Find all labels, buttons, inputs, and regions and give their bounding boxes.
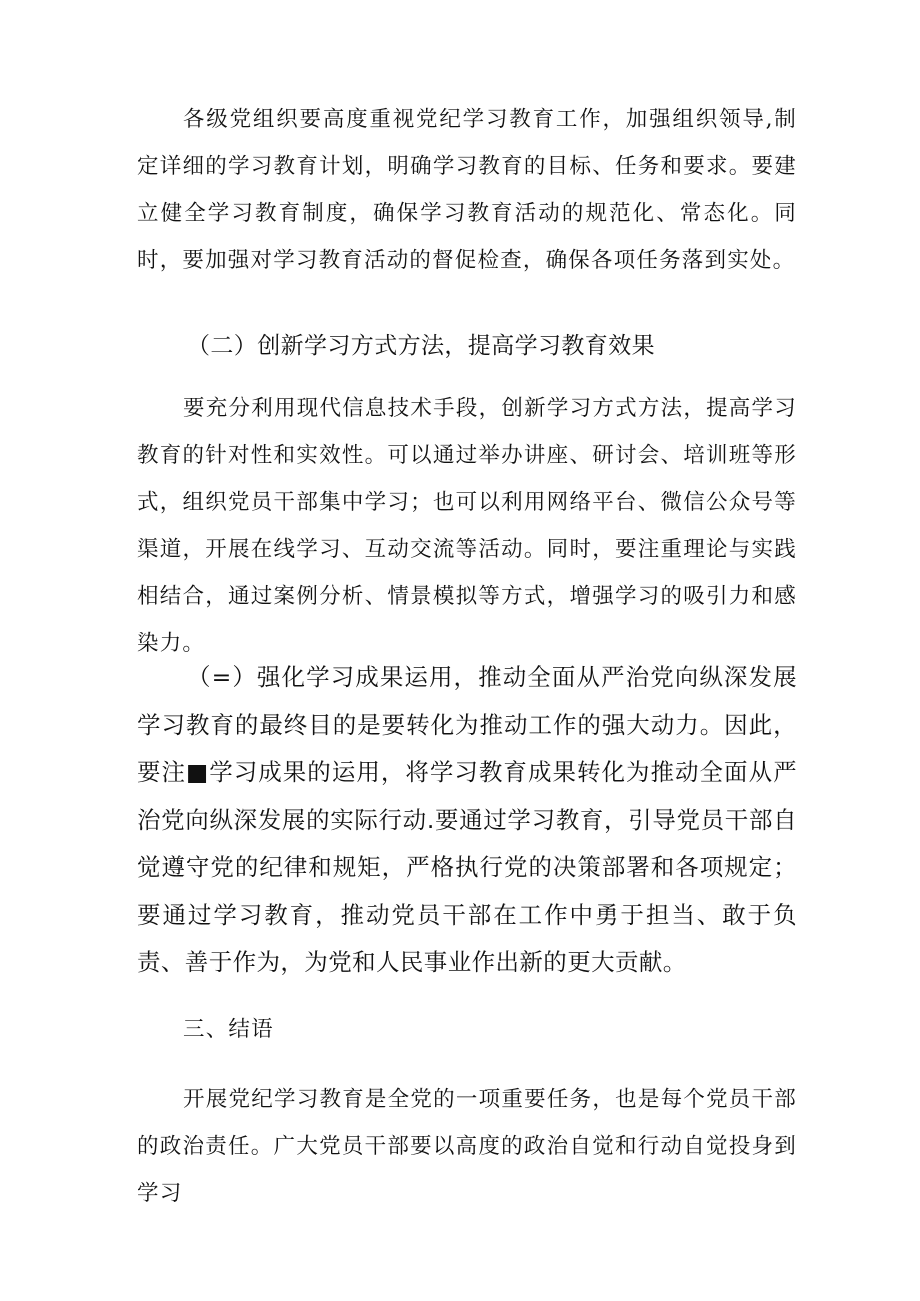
paragraph-conclusion: 开展党纪学习教育是全党的一项重要任务，也是每个党员干部的政治责任。广大党员干部要以高度的政治自觉和行动自觉投身到学习 [137, 1087, 797, 1206]
section-heading-innovate-learning: （二）创新学习方式方法，提高学习教育效果 [187, 333, 655, 359]
paragraph-organization-leadership: 各级党组织要高度重视党纪学习教育工作，加强组织领导,制定详细的学习教育计划，明确学习教育的目标、任务和要求。要建立健全学习教育制度，确保学习教育活动的规范化、常态化。同时，要加强对学习教育活动的督促检查，确保各项任务落到实处。 [137, 107, 797, 273]
paragraph-apply-learning-results: （=）强化学习成果运用，推动全面从严治党向纵深发展学习教育的最终目的是要转化为推动工作的强大动力。因此，要注■学习成果的运用，将学习教育成果转化为推动全面从严治党向纵深发展的实际行动.要通过学习教育，引导党员干部自觉遵守党的纪律和规矩，严格执行党的决策部署和各项规定；要通过学习教育，推动党员干部在工作中勇于担当、敢于负责、善于作为，为党和人民事业作出新的更大贡献。 [137, 663, 797, 976]
paragraph-learning-methods: 要充分利用现代信息技术手段，创新学习方式方法，提高学习教育的针对性和实效性。可以通过举办讲座、研讨会、培训班等形式，组织党员干部集中学习；也可以利用网络平台、微信公众号等渠道，开展在线学习、互动交流等活动。同时，要注重理论与实践相结合，通过案例分析、情景模拟等方式，增强学习的吸引力和感染力。 [137, 396, 797, 656]
section-heading-conclusion: 三、结语 [183, 1017, 274, 1042]
